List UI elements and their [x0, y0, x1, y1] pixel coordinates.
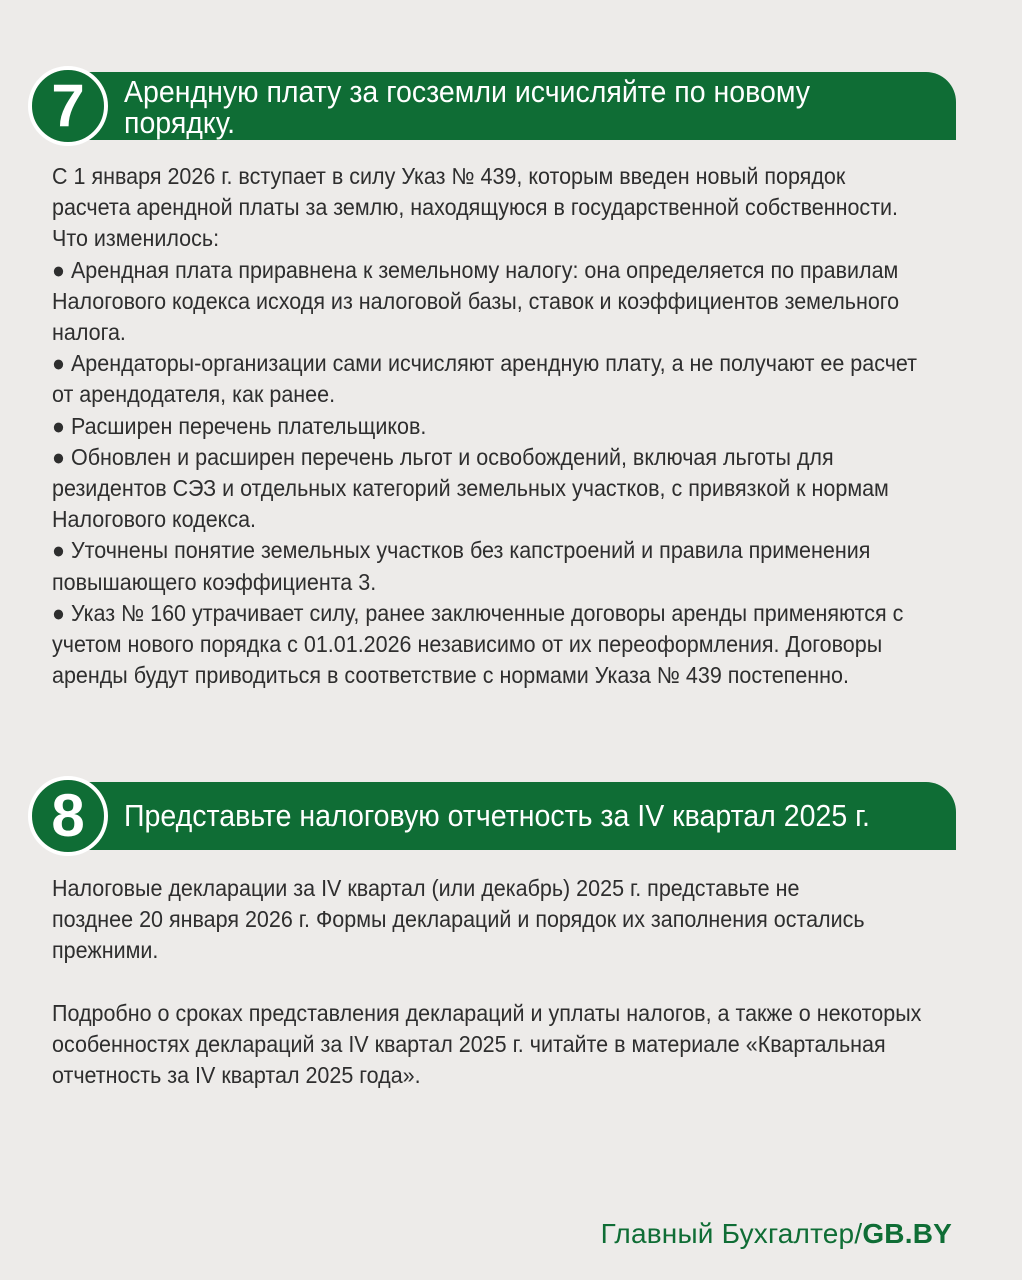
section-8-number-badge: 8: [28, 776, 108, 856]
section-7-intro: С 1 января 2026 г. вступает в силу Указ № 439, которым введен новый порядок расчета арендной платы за землю, находящуюся в государственной собственности.: [52, 163, 899, 221]
section-7-bullet: ● Уточнены понятие земельных участков без капстроений и правила применения повышающего коэффициента 3.: [52, 537, 871, 595]
section-7-bullet: ● Арендаторы-организации сами исчисляют арендную плату, а не получают ее расчет от арендодателя, как ранее.: [52, 350, 918, 408]
section-7-body: [52, 161, 922, 691]
section-8-title: Представьте налоговую отчетность за IV квартал 2025 г.: [124, 798, 870, 833]
section-7-bullet: ● Обновлен и расширен перечень льгот и освобождений, включая льготы для резидентов СЭЗ и отдельных категорий земельных участков, с привязкой к нормам Налогового кодекса.: [52, 443, 889, 533]
section-7-bullet: ● Указ № 160 утрачивает силу, ранее заключенные договоры аренды применяются с учетом нового порядка с 01.01.2026 независимо от их переоформления. Договоры аренды будут приводиться в соответствие с нормами Указа № 439 постепенно.: [52, 599, 904, 689]
brand-site: GB.BY: [862, 1218, 952, 1249]
section-8-spacer: [52, 967, 875, 998]
section-8-body: [52, 873, 922, 1091]
section-8-paragraph-2: Подробно о сроках представления деклараций и уплаты налогов, а также о некоторых особенностях деклараций за IV квартал 2025 г. читайте в материале «Квартальная отчетность за IV квартал 2025 года».: [52, 999, 922, 1089]
brand-name: Главный Бухгалтер/: [600, 1218, 863, 1249]
section-7-bullet: ● Арендная плата приравнена к земельному налогу: она определяется по правилам Налогового кодекса исходя из налоговой базы, ставок и коэффициентов земельного налога.: [52, 256, 900, 346]
section-7-number-badge: 7: [28, 66, 108, 146]
section-7-title-line-2: порядку.: [124, 105, 236, 140]
brand-signature: [601, 1218, 952, 1250]
section-8-header: [28, 776, 956, 856]
section-8-paragraph-1: Налоговые декларации за IV квартал (или декабрь) 2025 г. представьте не позднее 20 января 2026 г. Формы деклараций и порядок их заполнения остались прежними.: [52, 875, 865, 964]
section-7-changes-label: Что изменилось:: [52, 225, 220, 252]
section-7-bullet: ● Расширен перечень плательщиков.: [52, 412, 427, 439]
section-7-header: [28, 66, 956, 146]
section-7-title-line-1: Арендную плату за госземли исчисляйте по новому: [124, 74, 811, 109]
